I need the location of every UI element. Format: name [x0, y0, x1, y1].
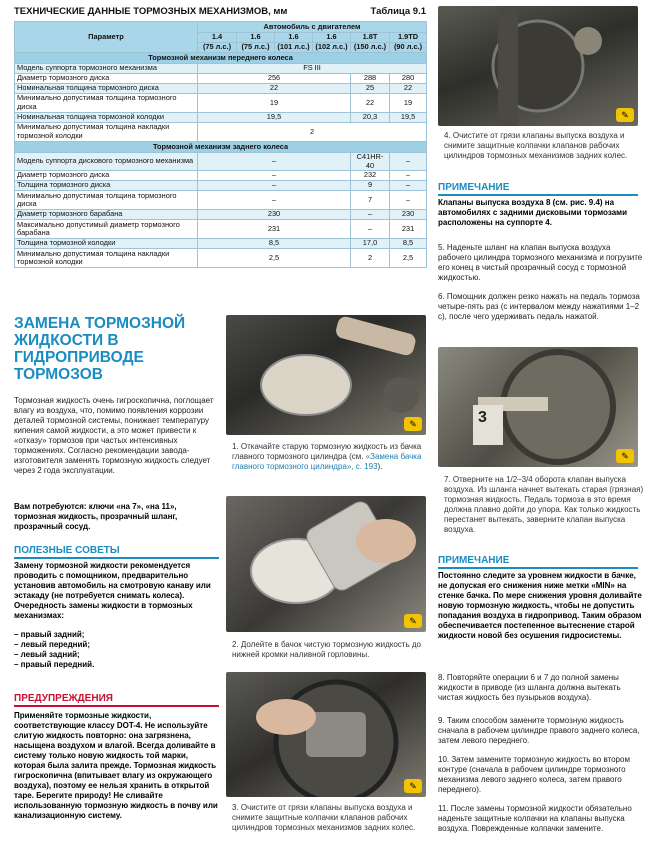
tools-text: Вам потребуются: ключи «на 7», «на 11», тормозная жидкость, прозрачный шланг, прозрачный сосуд. — [14, 502, 178, 531]
col-sub: (75 л.с.) — [237, 43, 275, 53]
cell: – — [198, 153, 351, 171]
cell: – — [390, 153, 427, 171]
caption-step-1-end: ). — [377, 462, 383, 471]
order-list — [14, 630, 219, 670]
param-header: Параметр — [15, 22, 198, 53]
note-1-text: Клапаны выпуска воздуха 8 (см. рис. 9.4) на автомобилях с задними дисковыми тормозами расположены на суппорте 4. — [438, 198, 627, 227]
cell: 22 — [351, 94, 390, 113]
cell: C41HR-40 — [351, 153, 390, 171]
cell: 280 — [390, 74, 427, 84]
list-item: – правый задний; — [14, 630, 85, 639]
photo-bleed-valve — [438, 347, 638, 467]
list-item: – левый задний; — [14, 650, 80, 659]
cell: 2 — [198, 123, 427, 142]
row-label: Диаметр тормозного диска — [15, 171, 198, 181]
cell: 9 — [351, 181, 390, 191]
row-label: Толщина тормозной колодки — [15, 239, 198, 249]
table-number: Таблица 9.1 — [370, 6, 426, 17]
caption-step-7: 7. Отверните на 1/2–3/4 оборота клапан выпуска воздуха. Из шланга начнет вытекать старая (грязная) тормозная жидкость. Педаль тормоза в это время должна плавно дойти до упора. Как только жидкость перестанет вытекать, заверните клапан выпуска воздуха. — [444, 475, 644, 534]
cell: 232 — [351, 171, 390, 181]
cell: 8,5 — [198, 239, 351, 249]
photo-rear-brake-valves — [438, 6, 638, 126]
cell: – — [351, 210, 390, 220]
cell: FS III — [198, 64, 427, 74]
col-sub: (90 л.с.) — [390, 43, 427, 53]
col-sub: (101 л.с.) — [275, 43, 313, 53]
tips-heading: ПОЛЕЗНЫЕ СОВЕТЫ — [14, 545, 219, 559]
cell: – — [198, 171, 351, 181]
wrench-icon: ✎ — [404, 779, 422, 793]
row-label: Диаметр тормозного диска — [15, 74, 198, 84]
row-label: Минимально допустимая толщина накладки тормозной колодки — [15, 123, 198, 142]
photo-reservoir-pump — [226, 315, 426, 435]
engine-header: Автомобиль с двигателем — [198, 22, 427, 33]
cell: 2 — [351, 249, 390, 268]
cell: – — [390, 181, 427, 191]
intro-text: Тормозная жидкость очень гигроскопична, поглощает влагу из воздуха, что, помимо появления коррозии деталей тормозной системы, понижает температуру кипения самой жидкости, а это может привести к «отказу» тормозов при частых интенсивных торможениях. Согласно рекомендации завода-изготовителя заменять тормозную жидкость следует через 2 года эксплуатации. — [14, 396, 214, 475]
col-name: 1.6 — [237, 33, 275, 43]
cell: 230 — [198, 210, 351, 220]
cell: 2,5 — [198, 249, 351, 268]
row-label: Минимально допустимая толщина накладки тормозной колодки — [15, 249, 198, 268]
col-name: 1.9TD — [390, 33, 427, 43]
col-name: 1.8T — [351, 33, 390, 43]
note-heading: ПРИМЕЧАНИЕ — [438, 182, 638, 196]
step-10-text: 10. Затем замените тормозную жидкость во втором контуре (сначала в рабочем цилиндре тормозного механизма левого заднего колеса, затем правого переднего). — [438, 755, 630, 794]
step-9-text: 9. Таким способом замените тормозную жидкость сначала в рабочем цилиндре правого заднего колеса, затем левого переднего. — [438, 716, 640, 745]
cell: 19 — [390, 94, 427, 113]
col-name: 1.4 — [198, 33, 237, 43]
cell: 2,5 — [390, 249, 427, 268]
cell: 25 — [351, 84, 390, 94]
cell: 8,5 — [390, 239, 427, 249]
cell: 288 — [351, 74, 390, 84]
row-label: Минимально допустимая толщина тормозного диска — [15, 94, 198, 113]
col-name: 1.6 — [275, 33, 313, 43]
photo-rear-caliper — [226, 672, 426, 797]
step-8-text: 8. Повторяйте операции 6 и 7 до полной замены жидкости в приводе (из шланга должна вытекать чистая жидкость без пузырьков воздуха). — [438, 673, 621, 702]
row-label: Номинальная толщина тормозного диска — [15, 84, 198, 94]
caption-step-1 — [232, 442, 432, 472]
row-label: Номинальная толщина тормозной колодки — [15, 113, 198, 123]
col-sub: (150 л.с.) — [351, 43, 390, 53]
cell: 231 — [390, 220, 427, 239]
caption-step-2: 2. Долейте в бачок чистую тормозную жидкость до нижней кромки наливной горловины. — [232, 640, 421, 659]
col-sub: (75 л.с.) — [198, 43, 237, 53]
cell: 22 — [390, 84, 427, 94]
caption-step-1-text: 1. Откачайте старую тормозную жидкость из бачка главного тормозного цилиндра (см. — [232, 442, 422, 461]
note-heading-2: ПРИМЕЧАНИЕ — [438, 555, 638, 569]
front-section-title: Тормозной механизм переднего колеса — [15, 53, 427, 64]
cell: – — [198, 181, 351, 191]
list-item: – левый передний; — [14, 640, 91, 649]
cell: 19,5 — [198, 113, 351, 123]
cell: – — [351, 220, 390, 239]
cell: 19 — [198, 94, 351, 113]
cell: 230 — [390, 210, 427, 220]
caption-step-4: 4. Очистите от грязи клапаны выпуска воздуха и снимите защитные колпачки клапанов рабочих цилиндров тормозных механизмов задних колес. — [444, 131, 628, 160]
cell: 231 — [198, 220, 351, 239]
tips-text: Замену тормозной жидкости рекомендуется проводить с помощником, предварительно установив автомобиль на смотровую канаву или эстакаду (не потребуется снимать колеса). Очередность замены жидкости в тормозных механизмах: — [14, 561, 211, 620]
reference-link[interactable]: «Замена бачка главного тормозного цилиндра», с. 193 — [232, 452, 422, 471]
col-sub: (102 л.с.) — [313, 43, 351, 53]
row-label: Минимально допустимая толщина тормозного диска — [15, 191, 198, 210]
warnings-heading: ПРЕДУПРЕЖДЕНИЯ — [14, 693, 219, 707]
specs-table — [14, 21, 427, 268]
cell: 19,5 — [390, 113, 427, 123]
cell: 20,3 — [351, 113, 390, 123]
row-label: Толщина тормозного диска — [15, 181, 198, 191]
photo-callout-3: 3 — [478, 409, 487, 426]
row-label: Диаметр тормозного барабана — [15, 210, 198, 220]
step-6-text: 6. Помощник должен резко нажать на педаль тормоза четыре-пять раз (с интервалом между нажатиями 1–2 с), после чего удерживать педаль нажатой. — [438, 292, 640, 321]
row-label: Максимально допустимый диаметр тормозного барабана — [15, 220, 198, 239]
row-label: Модель суппорта тормозного механизма — [15, 64, 198, 74]
warnings-text: Применяйте тормозные жидкости, соответствующие классу DOT-4. Не используйте слитую жидкость повторно: она загрязнена, насыщена воздухом и влагой. Всегда доливайте в систему только новую жидкость той марки, которая была залита прежде. Тормозная жидкость гигроскопична (впитывает влагу из окружающего воздуха), поэтому ее нельзя хранить в открытой таре. Берегите природу! Не сливайте использованную тормозную жидкость в почву или канализационную систему. — [14, 711, 218, 820]
wrench-icon: ✎ — [616, 108, 634, 122]
photo-fill-reservoir — [226, 496, 426, 632]
section-heading: ЗАМЕНА ТОРМОЗНОЙ ЖИДКОСТИ В ГИДРОПРИВОДЕ ТОРМОЗОВ — [14, 315, 186, 384]
step-11-text: 11. После замены тормозной жидкости обязательно наденьте защитные колпачки на клапаны выпуска воздуха. Поврежденные колпачки замените. — [438, 804, 632, 833]
cell: – — [390, 191, 427, 210]
row-label: Модель суппорта дискового тормозного механизма — [15, 153, 198, 171]
cell: 7 — [351, 191, 390, 210]
cell: – — [390, 171, 427, 181]
cell: – — [198, 191, 351, 210]
col-name: 1.6 — [313, 33, 351, 43]
step-5-text: 5. Наденьте шланг на клапан выпуска воздуха рабочего цилиндра тормозного механизма и погрузите его конец в чистый прозрачный сосуд с тормозной жидкостью. — [438, 243, 643, 282]
wrench-icon: ✎ — [404, 417, 422, 431]
list-item: – правый передний. — [14, 660, 95, 669]
note-2-text: Постоянно следите за уровнем жидкости в бачке, не допуская его снижения ниже метки «MIN» на стенке бачка. По мере снижения уровня доливайте новую тормозную жидкость, чтобы не допустить попадания воздуха в гидропривод. Таким образом обеспечивается постепенное вытеснение старой жидкости новой без осушения гидросистемы. — [438, 571, 642, 640]
caption-step-3: 3. Очистите от грязи клапаны выпуска воздуха и снимите защитные колпачки клапанов рабочих цилиндров тормозных механизмов задних колес. — [232, 803, 416, 832]
wrench-icon: ✎ — [404, 614, 422, 628]
cell: 22 — [198, 84, 351, 94]
cell: 256 — [198, 74, 351, 84]
wrench-icon: ✎ — [616, 449, 634, 463]
table-title: ТЕХНИЧЕСКИЕ ДАННЫЕ ТОРМОЗНЫХ МЕХАНИЗМОВ, мм — [14, 6, 288, 17]
rear-section-title: Тормозной механизм заднего колеса — [15, 142, 427, 153]
cell: 17,0 — [351, 239, 390, 249]
